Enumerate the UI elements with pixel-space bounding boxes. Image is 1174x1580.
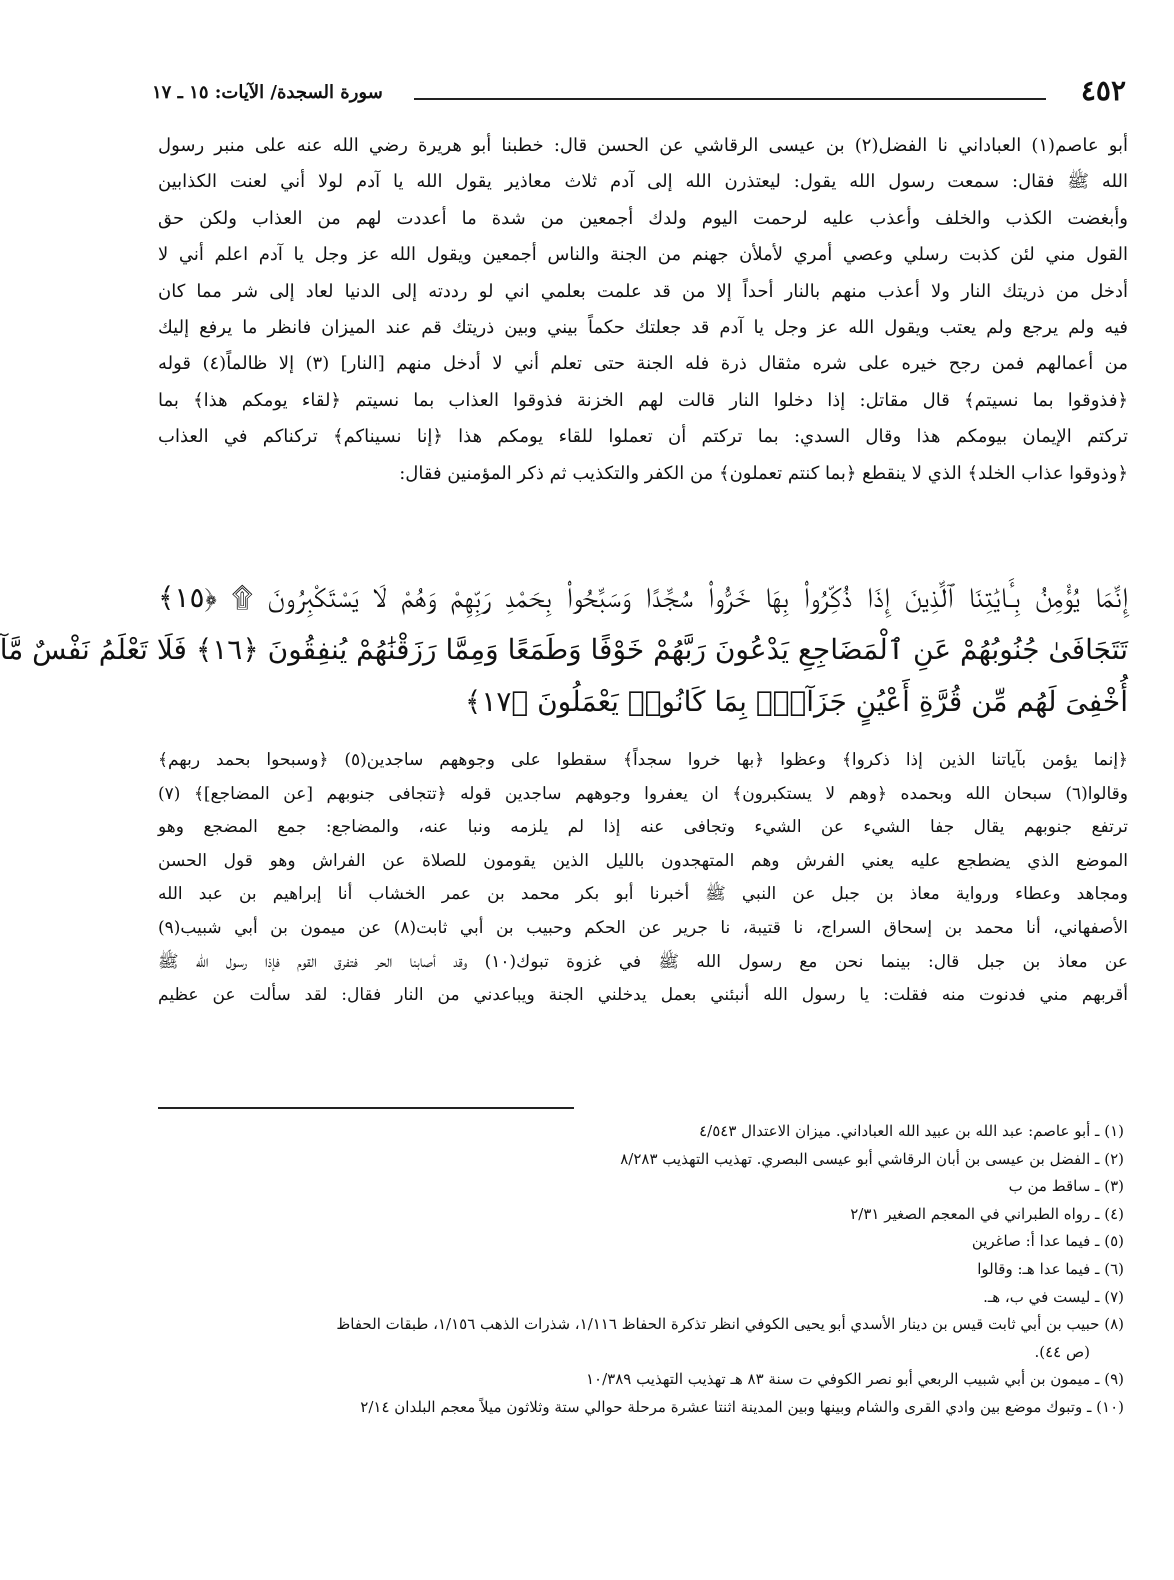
footnote-separator	[158, 1107, 574, 1109]
footnote: (٢) ـ الفضل بن عيسى بن أبان الرقاشي أبو عيسى البصري. تهذيب التهذيب ٨/٢٨٣	[620, 1149, 1124, 1168]
text-line: فيه ولم يرجع ولم يعتب ويقول الله عز وجل يا آدم قد جعلتك حكماً بيني وبين ذريتك قم عند الميزان فانظر ما يرفع إليك	[158, 317, 1128, 339]
commentary-paragraph	[158, 128, 1128, 492]
footnote-continuation: (ص ٤٤).	[1034, 1342, 1090, 1361]
text-line: أدخل من ذريتك النار ولا أعذب منهم بالنار أحداً إلا من قد علمت بعلمي اني لو رددته إلى الدنيا لعاد إلى شر مما كان	[158, 280, 1128, 302]
quran-verses-block	[0, 572, 1128, 728]
text-line: ومجاهد وعطاء ورواية معاذ بن جبل عن النبي ﷺ أخبرنا أبو بكر محمد بن عمر الخشاب أنا إبراهيم بن عبد الله	[158, 884, 1128, 905]
footnote: (٩) ـ ميمون بن أبي شبيب الربعي أبو نصر الكوفي ت سنة ٨٣ هـ تهذيب التهذيب ١٠/٣٨٩	[585, 1370, 1124, 1389]
surah-title: سورة السجدة/ الآيات: ١٥ ـ ١٧	[152, 82, 383, 103]
footnote: (٣) ـ ساقط من ب	[1008, 1177, 1124, 1196]
text-line: الله ﷺ فقال: سمعت رسول الله يقول: ليعتذرن الله إلى آدم ثلاث معاذير يقول الله يا آدم لولا أني لعنت الكذابين	[158, 171, 1129, 193]
footnote: (٥) ـ فيما عدا أ: صاغرين	[971, 1232, 1124, 1251]
text-line: وأبغضت الكذب والخلف وأعذب عليه لرحمت اليوم ولدك أجمعين من شدة ما أعددت لهم من العذاب ولكن حق	[158, 207, 1128, 229]
footnote: (٦) ـ فيما عدا هـ: وقالوا	[977, 1259, 1124, 1278]
text-line: من أعمالهم فمن رجح خيره على شره مثقال ذرة فله الجنة حتى تعلم أني لا أدخل منهم [النار] (٣) إلا ظالماً(٤) قوله	[158, 353, 1128, 375]
quran-line: أُخْفِىَ لَهُم مِّن قُرَّةِ أَعْيُنٍ جَزَآءًۢ بِمَا كَانُوا۟ يَعْمَلُونَ ﴿١٧﴾	[464, 685, 1128, 718]
footnote: (٨) حبيب بن أبي ثابت قيس بن دينار الأسدي أبو يحيى الكوفي انظر تذكرة الحفاظ ١/١١٦، شذرات الذهب ١/١٥٦، طبقات الحفاظ	[336, 1315, 1124, 1334]
page-header	[152, 74, 1126, 110]
quran-line: تَتَجَافَىٰ جُنُوبُهُمْ عَنِ ٱلْمَضَاجِعِ يَدْعُونَ رَبَّهُمْ خَوْفًا وَطَمَعًا وَمِمَّا رَزَقْنَٰهُمْ يُنفِقُونَ ﴿١٦﴾ فَلَا تَعْلَمُ نَفْسٌ مَّآ	[0, 633, 1128, 666]
text-line: ﴿إنما يؤمن بآياتنا الذين إذا ذكروا﴾ وعظوا ﴿بها خروا سجداً﴾ سقطوا على وجوههم ساجدين(٥) ﴿وسبحوا بحمد ربهم﴾	[158, 750, 1128, 770]
text-line: تركتم الإيمان بيومكم هذا وقال السدي: بما تركتم أن تعملوا للقاء يومكم هذا ﴿إنا نسيناكم﴾ تركناكم في العذاب	[158, 426, 1128, 448]
text-line: ترتفع جنوبهم يقال جفا الشيء عن الشيء وتجافى عنه إذا لم يلزمه ونبا عنه، والمضاجع: جمع المضجع وهو	[158, 817, 1128, 838]
footnotes	[158, 1118, 1124, 1422]
quran-line: إِنَّمَا يُؤْمِنُ بِـَٔايَٰتِنَا ٱلَّذِينَ إِذَا ذُكِّرُوا۟ بِهَا خَرُّوا۟ سُجَّدًا وَسَبَّحُوا۟ بِحَمْدِ رَبِّهِمْ وَهُمْ لَا يَسْتَكْبِرُونَ ۩ ﴿١٥﴾	[158, 581, 1128, 614]
footnote: (١٠) ـ وتبوك موضع بين وادي القرى والشام وبينها وبين المدينة اثنتا عشرة مرحلة حوالي ستة وثلاثون ميلاً معجم البلدان ٢/١٤	[360, 1397, 1124, 1416]
footnote: (٤) ـ رواه الطبراني في المعجم الصغير ٢/٣١	[850, 1204, 1124, 1223]
footnote: (١) ـ أبو عاصم: عبد الله بن عبيد الله العباداني. ميزان الاعتدال ٤/٥٤٣	[699, 1122, 1124, 1140]
footnote: (٧) ـ ليست في ب، هـ.	[983, 1287, 1124, 1306]
text-line: أبو عاصم(١) العباداني نا الفضل(٢) بن عيسى الرقاشي عن الحسن قال: خطبنا أبو هريرة رضي الله عنه على منبر رسول	[158, 135, 1129, 156]
header-rule	[414, 98, 1046, 100]
page-number: ٤٥٢	[1080, 74, 1126, 107]
tafsir-paragraph	[158, 744, 1128, 1013]
text-line: وقالوا(٦) سبحان الله وبحمده ﴿وهم لا يستكبرون﴾ ان يعفروا وجوههم ساجدين قوله ﴿تتجافى جنوبهم [عن المضاجع]﴾ (٧)	[158, 783, 1128, 804]
text-line: أقربهم مني فدنوت منه فقلت: يا رسول الله أنبئني بعمل يدخلني الجنة ويباعدني من النار فقال: لقد سألت عن عظيم	[158, 985, 1128, 1006]
text-line: ﴿فذوقوا بما نسيتم﴾ قال مقاتل: إذا دخلوا النار قالت لهم الخزنة فذوقوا العذاب بما نسيتم ﴿لقاء يومكم هذا﴾ بما	[158, 389, 1128, 411]
text-line: عن معاذ بن جبل قال: بينما نحن مع رسول الله ﷺ في غزوة تبوك(١٠) وقد أصابنا الحر فتفرق القوم فإذا رسول الله ﷺ	[158, 951, 1129, 972]
text-line: ﴿وذوقوا عذاب الخلد﴾ الذي لا ينقطع ﴿بما كنتم تعملون﴾ من الكفر والتكذيب ثم ذكر المؤمنين فقال:	[399, 462, 1128, 484]
text-line: القول مني لئن كذبت رسلي وعصي أمري لأملأن جهنم من الجنة والناس أجمعين ويقول الله عز وجل يا آدم اعلم أني لا	[158, 244, 1128, 266]
text-line: الموضع الذي يضطجع عليه يعني الفرش وهم المتهجدون بالليل الذين يقومون للصلاة عن الفراش وهو قول الحسن	[158, 850, 1128, 871]
text-line: الأصفهاني، أنا محمد بن إسحاق السراج، نا قتيبة، نا جرير عن الحكم وحبيب بن أبي ثابت(٨) عن ميمون بن أبي شبيب(٩)	[158, 917, 1128, 938]
